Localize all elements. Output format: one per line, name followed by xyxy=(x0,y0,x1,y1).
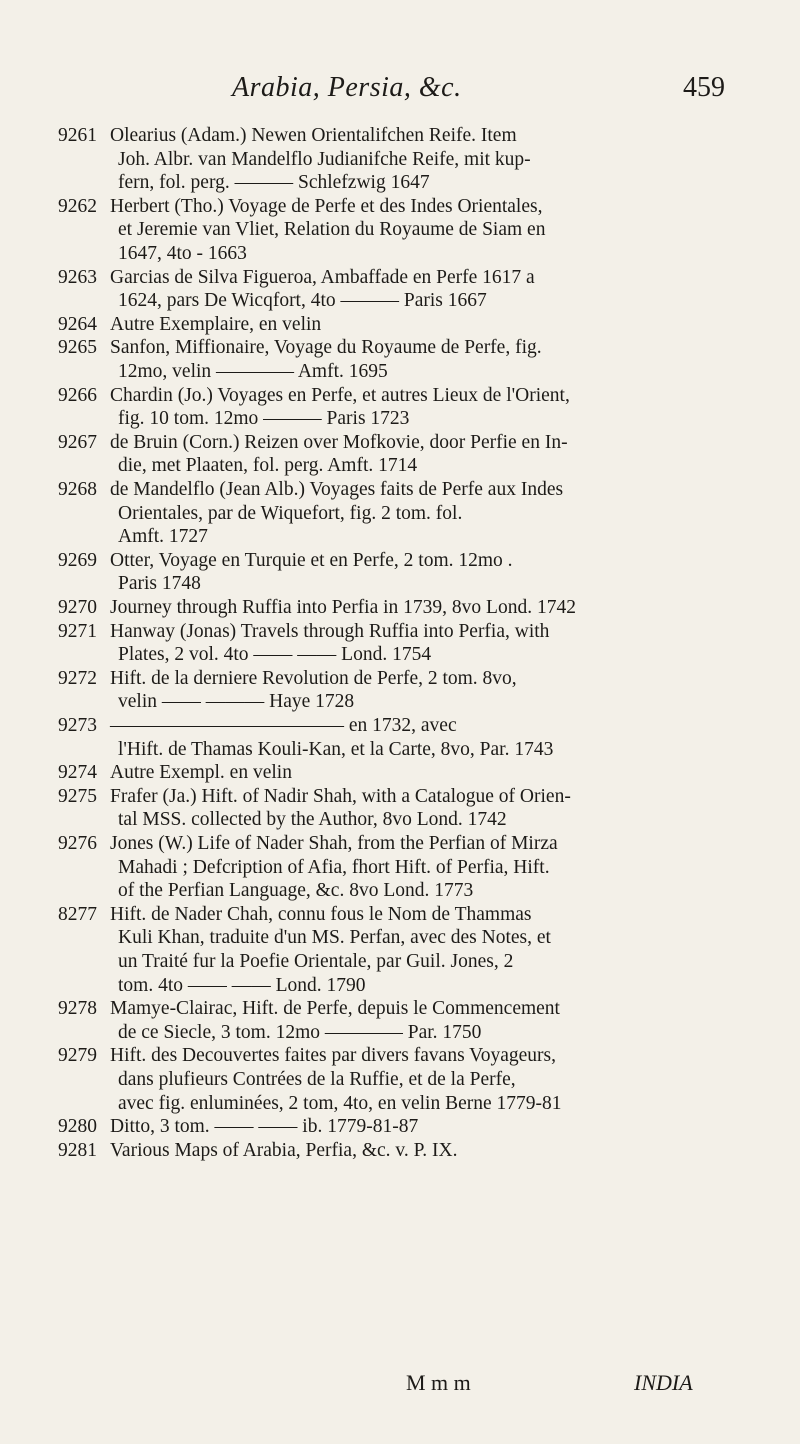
lot-number: 9263 xyxy=(58,266,97,288)
catalogue-entry xyxy=(58,384,738,431)
entry-line: Hift. de Nader Chah, connu fous le Nom de Thammas xyxy=(110,903,532,925)
lot-number: 9276 xyxy=(58,833,97,854)
entry-line: Autre Exempl. en velin xyxy=(110,762,292,784)
entry-line: Sanfon, Miffionaire, Voyage du Royaume de Perfe, fig. xyxy=(110,337,542,359)
entry-line: Hift. de la derniere Revolution de Perfe, 2 tom. 8vo, xyxy=(110,667,517,689)
catchword: INDIA xyxy=(634,1370,693,1395)
page-footer xyxy=(0,1370,800,1410)
entry-line: ———————————— en 1732, avec xyxy=(110,715,457,736)
catalogue-entry xyxy=(58,832,738,903)
entry-line: Hanway (Jonas) Travels through Ruffia into Perfia, with xyxy=(110,620,550,642)
lot-number: 8277 xyxy=(58,903,97,925)
lot-number: 9270 xyxy=(58,597,97,618)
catalogue-entry xyxy=(58,1115,738,1139)
lot-number: 9273 xyxy=(58,715,97,736)
lot-number: 9267 xyxy=(58,431,97,453)
entry-line: Frafer (Ja.) Hift. of Nadir Shah, with a Catalogue of Orien- xyxy=(110,785,571,807)
entry-line: fern, fol. perg. ——— Schlefzwig 1647 xyxy=(118,172,430,194)
entry-line: tom. 4to —— —— Lond. 1790 xyxy=(118,974,366,996)
catalogue-entry xyxy=(58,1044,738,1115)
catalogue-entry xyxy=(58,667,738,714)
entry-line: Amft. 1727 xyxy=(118,526,208,548)
catalogue-entry xyxy=(58,195,738,266)
catalogue-entry xyxy=(58,620,738,667)
entry-line: Chardin (Jo.) Voyages en Perfe, et autres Lieux de l'Orient, xyxy=(110,384,570,406)
entry-line: Kuli Khan, traduite d'un MS. Perfan, avec des Notes, et xyxy=(118,927,551,949)
entry-line: dans plufieurs Contrées de la Ruffie, et de la Perfe, xyxy=(118,1068,516,1090)
catalogue-entry xyxy=(58,124,738,195)
catalogue-entry xyxy=(58,761,738,785)
entry-line: Olearius (Adam.) Newen Orientalifchen Reife. Item xyxy=(110,125,517,146)
catalogue-entry xyxy=(58,785,738,832)
entry-line: Journey through Ruffia into Perfia in 1739, 8vo Lond. 1742 xyxy=(110,597,576,618)
lot-number: 9268 xyxy=(58,479,97,500)
entry-line: Joh. Albr. van Mandelflo Judianifche Reife, mit kup- xyxy=(118,148,531,170)
lot-number: 9279 xyxy=(58,1045,97,1067)
entry-line: Plates, 2 vol. 4to —— —— Lond. 1754 xyxy=(118,644,432,666)
running-header xyxy=(0,70,800,110)
catalogue-entry xyxy=(58,266,738,313)
entry-line: et Jeremie van Vliet, Relation du Royaume de Siam en xyxy=(118,219,546,241)
entry-line: die, met Plaaten, fol. perg. Amft. 1714 xyxy=(118,455,418,477)
entry-line: Orientales, par de Wiquefort, fig. 2 tom. fol. xyxy=(118,502,463,524)
lot-number: 9278 xyxy=(58,998,97,1020)
entry-line: Otter, Voyage en Turquie et en Perfe, 2 tom. 12mo . xyxy=(110,549,513,571)
lot-number: 9261 xyxy=(58,125,97,146)
catalogue-entry xyxy=(58,549,738,596)
entry-line: 1624, pars De Wicqfort, 4to ——— Paris 1667 xyxy=(118,290,487,312)
entry-line: Various Maps of Arabia, Perfia, &c. v. P. IX. xyxy=(110,1139,458,1161)
entry-line: un Traité fur la Poefie Orientale, par Guil. Jones, 2 xyxy=(118,950,514,972)
lot-number: 9271 xyxy=(58,620,97,642)
entry-line: velin —— ——— Haye 1728 xyxy=(118,691,355,713)
entry-line: Mamye-Clairac, Hift. de Perfe, depuis le Commencement xyxy=(110,998,560,1020)
running-title: Arabia, Persia, &c. xyxy=(232,72,462,103)
lot-number: 9274 xyxy=(58,762,97,784)
catalogue-entry xyxy=(58,997,738,1044)
catalogue-entry xyxy=(58,903,738,997)
catalogue-entry xyxy=(58,596,738,620)
entry-line: de Bruin (Corn.) Reizen over Mofkovie, door Perfie en In- xyxy=(110,431,568,453)
lot-number: 9266 xyxy=(58,384,97,406)
catalogue-entry xyxy=(58,1139,738,1163)
entry-line: Autre Exemplaire, en velin xyxy=(110,313,322,335)
entry-line: Mahadi ; Defcription of Afia, fhort Hift. of Perfia, Hift. xyxy=(118,856,550,878)
catalogue-entry xyxy=(58,313,738,337)
entry-line: l'Hift. de Thamas Kouli-Kan, et la Carte, 8vo, Par. 1743 xyxy=(118,738,554,760)
lot-number: 9264 xyxy=(58,313,97,335)
page-number: 459 xyxy=(683,72,725,103)
entry-line: Hift. des Decouvertes faites par divers favans Voyageurs, xyxy=(110,1045,557,1067)
entry-line: 1647, 4to - 1663 xyxy=(118,242,247,264)
entry-line: de Mandelflo (Jean Alb.) Voyages faits de Perfe aux Indes xyxy=(110,479,564,500)
entry-line: fig. 10 tom. 12mo ——— Paris 1723 xyxy=(118,408,410,430)
entry-line: Paris 1748 xyxy=(118,573,201,595)
entry-line: Jones (W.) Life of Nader Shah, from the Perfian of Mirza xyxy=(110,833,558,854)
entry-line: of the Perfian Language, &c. 8vo Lond. 1773 xyxy=(118,880,474,902)
lot-number: 9275 xyxy=(58,785,97,807)
entry-line: tal MSS. collected by the Author, 8vo Lond. 1742 xyxy=(118,809,507,831)
catalogue-entry xyxy=(58,336,738,383)
entry-line: de ce Siecle, 3 tom. 12mo ———— Par. 1750 xyxy=(118,1021,482,1043)
lot-number: 9280 xyxy=(58,1116,97,1138)
lot-number: 9269 xyxy=(58,549,97,571)
catalogue-entry xyxy=(58,431,738,478)
entry-line: Herbert (Tho.) Voyage de Perfe et des Indes Orientales, xyxy=(110,195,543,217)
entry-line: Garcias de Silva Figueroa, Ambaffade en Perfe 1617 a xyxy=(110,266,535,288)
lot-number: 9281 xyxy=(58,1139,97,1161)
signature-mark: M m m xyxy=(406,1370,471,1395)
entry-line: 12mo, velin ———— Amft. 1695 xyxy=(118,360,388,382)
catalogue-entry xyxy=(58,478,738,549)
entry-line: avec fig. enluminées, 2 tom, 4to, en velin Berne 1779-81 xyxy=(118,1092,562,1114)
entry-line: Ditto, 3 tom. —— —— ib. 1779-81-87 xyxy=(110,1116,419,1138)
lot-number: 9265 xyxy=(58,337,97,359)
lot-number: 9272 xyxy=(58,667,97,689)
catalogue-entry xyxy=(58,714,738,761)
lot-number: 9262 xyxy=(58,195,97,217)
